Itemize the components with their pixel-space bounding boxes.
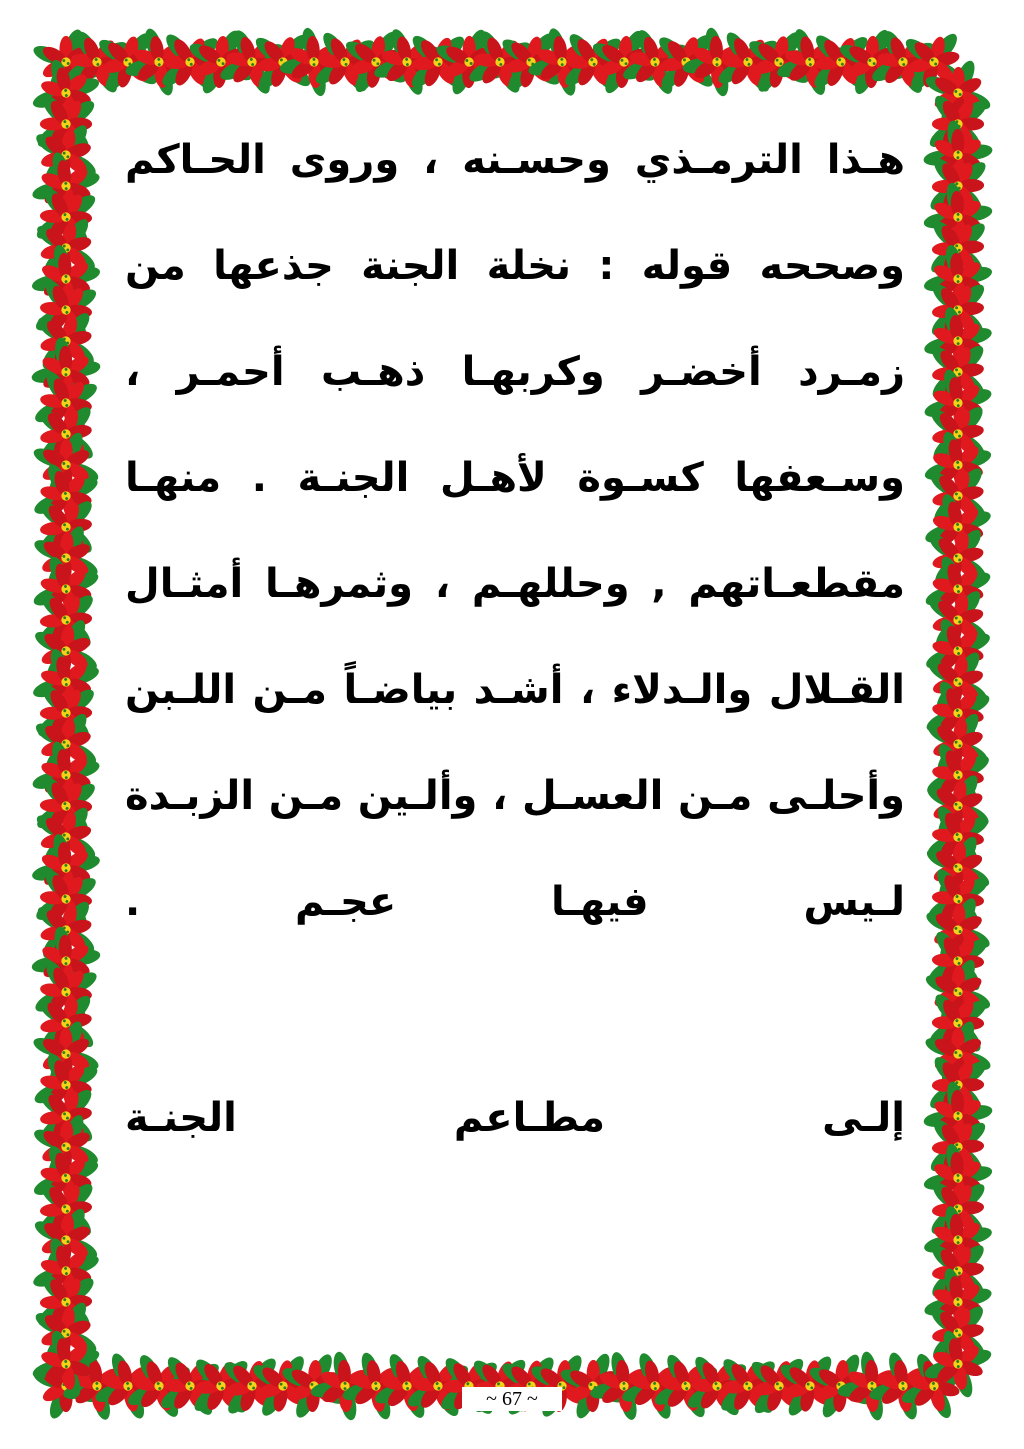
text-line-5: مقطعـاتهم , وحللهـم ، وثمرهـا أمثـال: [125, 561, 905, 607]
text-line-8: لـيس فيهـا عجـم .: [125, 879, 905, 925]
page-number: ~ 67 ~: [462, 1387, 562, 1411]
text-line-1: هـذا الترمـذي وحسـنه ، وروى الحـاكم: [125, 137, 905, 183]
text-line-4: وسـعفها كسـوة لأهـل الجنـة . منهـا: [125, 455, 905, 501]
text-line-6: القـلال والـدلاء ، أشـد بياضـاً مـن اللـبن: [125, 667, 905, 713]
spacer: [125, 968, 905, 1078]
text-line-3: زمـرد أخضـر وكربهـا ذهـب أحمـر ،: [125, 349, 905, 395]
text-line-2: وصححه قوله : نخلة الجنة جذعها من: [125, 243, 905, 289]
section-heading: إلـى مطـاعم الجنـة: [125, 1095, 905, 1141]
body-text: [125, 120, 905, 1184]
text-line-7: وأحلـى مـن العسـل ، وألـين مـن الزبـدة: [125, 773, 905, 819]
